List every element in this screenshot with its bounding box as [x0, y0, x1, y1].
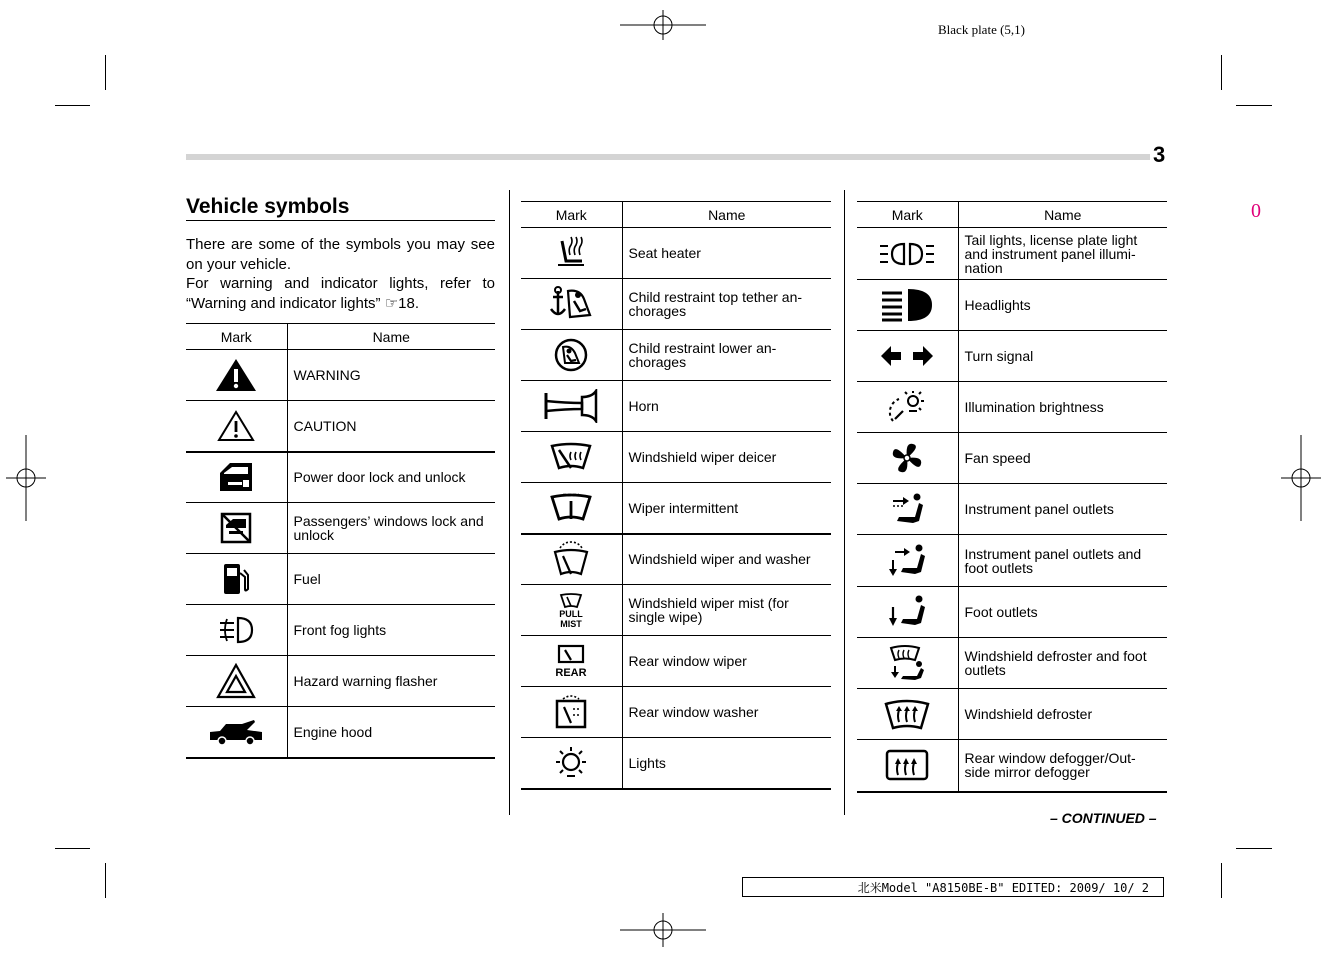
intro-paragraph: For warning and indicator lights, refer to “Warning and indicator lights” ☞18.: [186, 275, 495, 312]
column-divider: [844, 190, 845, 815]
page-number: 3: [1153, 142, 1166, 167]
intro-text: [186, 235, 495, 313]
tail-lights-icon: [878, 240, 936, 268]
symbols-table-3: [857, 201, 1167, 793]
wiper-mist-icon: [551, 591, 591, 629]
symbol-name: Rear window wiper: [622, 636, 831, 687]
crop-mark: [1221, 863, 1222, 898]
lights-icon: [553, 745, 589, 781]
wiper-mist-label: PULL: [559, 609, 583, 619]
fan-icon: [889, 440, 925, 476]
turn-signal-icon: [879, 344, 935, 368]
wiper-intermittent-icon: [549, 491, 593, 525]
symbol-name: Windshield defroster and foot outlets: [958, 638, 1167, 689]
symbol-name: Hazard warning flasher: [287, 656, 495, 707]
panel-foot-outlets-icon: [887, 542, 927, 580]
defrost-foot-icon: [887, 644, 927, 682]
seat-heater-icon: [554, 235, 588, 271]
title-underline: [186, 220, 495, 221]
registration-mark-icon: [6, 435, 46, 521]
name-header: Name: [622, 202, 831, 228]
wiper-mist-label: MIST: [560, 619, 582, 629]
symbol-name: Front fog lights: [287, 605, 495, 656]
symbol-name: Child restraint top tether an-chorages: [622, 279, 831, 330]
tether-anchor-icon: [548, 285, 594, 323]
intro-paragraph: There are some of the symbols you may see on your vehicle.: [186, 236, 495, 273]
fuel-icon: [221, 561, 251, 597]
side-mark: 0: [1251, 200, 1261, 222]
header-bar: [186, 154, 1150, 160]
symbol-name: Windshield wiper mist (for single wipe): [622, 585, 831, 636]
door-lock-icon: [216, 461, 256, 493]
mark-header: Mark: [186, 324, 287, 350]
column-divider: [509, 190, 510, 815]
symbol-name: Child restraint lower an-chorages: [622, 330, 831, 381]
section-title: Vehicle symbols: [186, 195, 350, 218]
headlights-icon: [880, 287, 934, 323]
symbol-name: Power door lock and unlock: [287, 452, 495, 503]
continued-label: – CONTINUED –: [1050, 810, 1157, 826]
symbol-name: Passengers’ windows lock and unlock: [287, 503, 495, 554]
wiper-washer-icon: [552, 540, 590, 578]
symbol-name: Windshield wiper and washer: [622, 534, 831, 585]
horn-icon: [542, 389, 600, 423]
symbols-table-2: [521, 201, 831, 790]
symbol-name: Tail lights, license plate light and instrument panel illumi-nation: [958, 228, 1167, 280]
warning-icon: [214, 357, 258, 393]
caution-icon: [216, 409, 256, 443]
rear-defogger-icon: [884, 748, 930, 782]
rear-wiper-label: REAR: [555, 667, 587, 679]
symbol-name: Seat heater: [622, 228, 831, 279]
name-header: Name: [958, 202, 1167, 228]
registration-mark-icon: [620, 10, 706, 40]
symbol-name: Rear window washer: [622, 687, 831, 738]
symbol-name: Rear window defogger/Out-side mirror defogger: [958, 740, 1167, 792]
mark-header: Mark: [521, 202, 622, 228]
symbol-name: Windshield defroster: [958, 689, 1167, 740]
engine-hood-icon: [208, 718, 264, 746]
crop-mark: [105, 863, 106, 898]
illumination-icon: [887, 389, 927, 425]
panel-outlets-icon: [889, 491, 925, 527]
symbol-name: Fuel: [287, 554, 495, 605]
symbol-name: Headlights: [958, 280, 1167, 331]
symbol-name: Lights: [622, 738, 831, 789]
rear-wiper-icon: [551, 643, 591, 679]
symbol-name: Instrument panel outlets and foot outlets: [958, 535, 1167, 587]
edit-info: 北米Model "A8150BE-B" EDITED: 2009/ 10/ 2: [857, 881, 1149, 895]
crop-mark: [1236, 848, 1272, 849]
crop-mark: [55, 105, 90, 106]
symbol-name: CAUTION: [287, 401, 495, 452]
registration-mark-icon: [1281, 435, 1321, 521]
foot-outlets-icon: [887, 593, 927, 631]
symbol-name: Turn signal: [958, 331, 1167, 382]
crop-mark: [1221, 55, 1222, 90]
mark-header: Mark: [857, 202, 958, 228]
symbol-name: Fan speed: [958, 433, 1167, 484]
symbol-name: Foot outlets: [958, 587, 1167, 638]
defroster-icon: [883, 696, 931, 732]
edit-info-box: [742, 877, 1164, 897]
registration-mark-icon: [620, 913, 706, 947]
front-fog-icon: [216, 614, 256, 646]
hazard-icon: [216, 663, 256, 699]
symbol-name: Instrument panel outlets: [958, 484, 1167, 535]
plate-label: Black plate (5,1): [938, 22, 1025, 37]
symbol-name: Windshield wiper deicer: [622, 432, 831, 483]
symbol-name: Engine hood: [287, 707, 495, 758]
wiper-deicer-icon: [549, 440, 593, 474]
symbol-name: WARNING: [287, 350, 495, 401]
name-header: Name: [287, 324, 495, 350]
symbol-name: Horn: [622, 381, 831, 432]
window-lock-icon: [219, 511, 253, 545]
rear-washer-icon: [553, 693, 589, 731]
crop-mark: [105, 55, 106, 90]
crop-mark: [1236, 105, 1272, 106]
symbols-table-1: [186, 323, 495, 759]
lower-anchor-icon: [553, 337, 589, 373]
symbol-name: Wiper intermittent: [622, 483, 831, 534]
symbol-name: Illumination brightness: [958, 382, 1167, 433]
crop-mark: [55, 848, 90, 849]
